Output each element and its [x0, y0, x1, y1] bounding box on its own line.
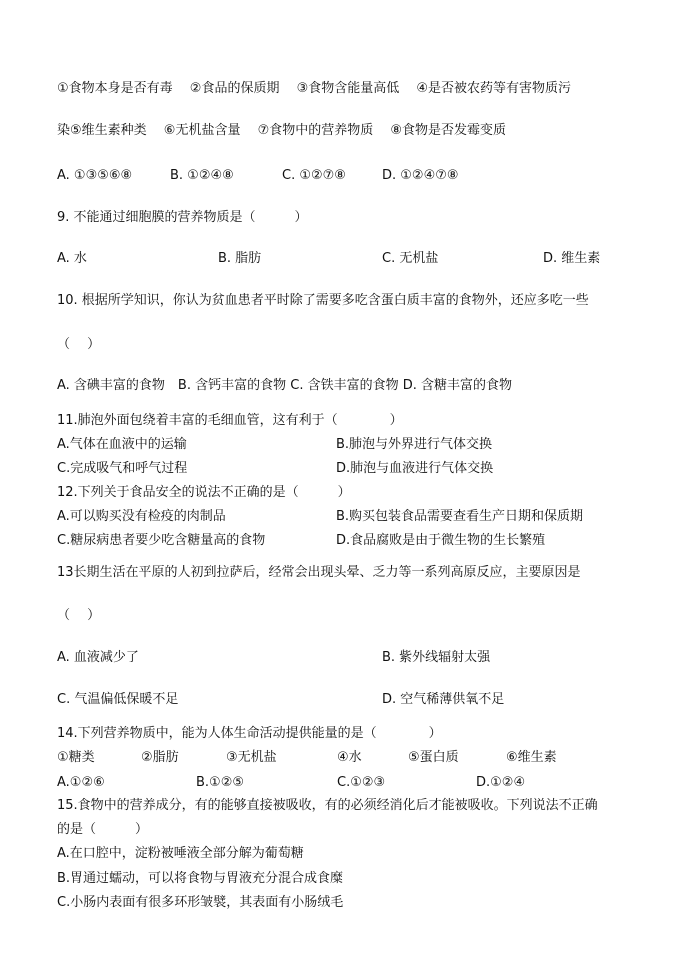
q15-stem-line2: 的是（ ） [57, 822, 149, 837]
q8-option-a: A. ①③⑤⑥⑧ [57, 168, 133, 183]
q15-option-b: B.胃通过蠕动，可以将食物与胃液充分混合成食糜 [57, 871, 344, 886]
q13-paren: （ ） [57, 608, 101, 623]
q15-stem-line1: 15.食物中的营养成分，有的能够直接被吸收，有的必须经消化后才能被吸收。下列说法不正确 [57, 798, 598, 813]
q11-option-a: A.气体在血液中的运输 [57, 437, 187, 452]
q8-option-c: C. ①②⑦⑧ [282, 168, 346, 183]
q9-option-a: A. 水 [57, 251, 87, 266]
q15-option-c: C.小肠内表面有很多环形皱襞，其表面有小肠绒毛 [57, 895, 344, 910]
q14-item-1: ①糖类 [57, 750, 95, 765]
q13-option-b: B. 紫外线辐射太强 [382, 650, 491, 665]
q14-option-c: C.①②③ [337, 775, 386, 790]
q14-stem: 14.下列营养物质中，能为人体生命活动提供能量的是（ ） [57, 726, 442, 741]
q10-options: A. 含碘丰富的食物 B. 含钙丰富的食物 C. 含铁丰富的食物 D. 含糖丰富的食物 [57, 378, 512, 393]
q13-option-a: A. 血液减少了 [57, 650, 139, 665]
q12-option-b: B.购买包装食品需要查看生产日期和保质期 [336, 509, 584, 524]
q8-line2: 染⑤维生素种类 ⑥无机盐含量 ⑦食物中的营养物质 ⑧食物是否发霉变质 [57, 123, 507, 138]
q11-option-b: B.肺泡与外界进行气体交换 [336, 437, 493, 452]
q8-option-d: D. ①②④⑦⑧ [382, 168, 459, 183]
q14-option-b: B.①②⑤ [196, 775, 245, 790]
q12-option-a: A.可以购买没有检疫的肉制品 [57, 509, 226, 524]
q12-option-c: C.糖尿病患者要少吃含糖量高的食物 [57, 533, 266, 548]
q11-stem: 11.肺泡外面包绕着丰富的毛细血管，这有利于（ ） [57, 413, 403, 428]
q10-stem: 10. 根据所学知识，你认为贫血患者平时除了需要多吃含蛋白质丰富的食物外，还应多吃一些 [57, 293, 589, 308]
q11-option-d: D.肺泡与血液进行气体交换 [336, 461, 494, 476]
q14-item-4: ④水 [337, 750, 362, 765]
q13-option-c: C. 气温偏低保暖不足 [57, 692, 179, 707]
q14-option-a: A.①②⑥ [57, 775, 105, 790]
q9-stem: 9. 不能通过细胞膜的营养物质是（ ） [57, 210, 308, 225]
q8-option-b: B. ①②④⑧ [170, 168, 234, 183]
q14-option-d: D.①②④ [476, 775, 526, 790]
q13-stem: 13长期生活在平原的人初到拉萨后，经常会出现头晕、乏力等一系列高原反应，主要原因是 [57, 565, 581, 580]
q9-option-c: C. 无机盐 [382, 251, 439, 266]
q11-option-c: C.完成吸气和呼气过程 [57, 461, 188, 476]
q14-item-5: ⑤蛋白质 [408, 750, 459, 765]
q14-item-2: ②脂肪 [141, 750, 179, 765]
q9-option-b: B. 脂肪 [218, 251, 262, 266]
q8-line1: ①食物本身是否有毒 ②食品的保质期 ③食物含能量高低 ④是否被农药等有害物质污 [57, 81, 572, 96]
q10-paren: （ ） [57, 337, 101, 352]
q14-item-6: ⑥维生素 [506, 750, 557, 765]
q13-option-d: D. 空气稀薄供氧不足 [382, 692, 505, 707]
q12-stem: 12.下列关于食品安全的说法不正确的是（ ） [57, 485, 351, 500]
q9-option-d: D. 维生素 [543, 251, 601, 266]
q12-option-d: D.食品腐败是由于微生物的生长繁殖 [336, 533, 546, 548]
q14-item-3: ③无机盐 [226, 750, 277, 765]
q15-option-a: A.在口腔中，淀粉被唾液全部分解为葡萄糖 [57, 846, 304, 861]
